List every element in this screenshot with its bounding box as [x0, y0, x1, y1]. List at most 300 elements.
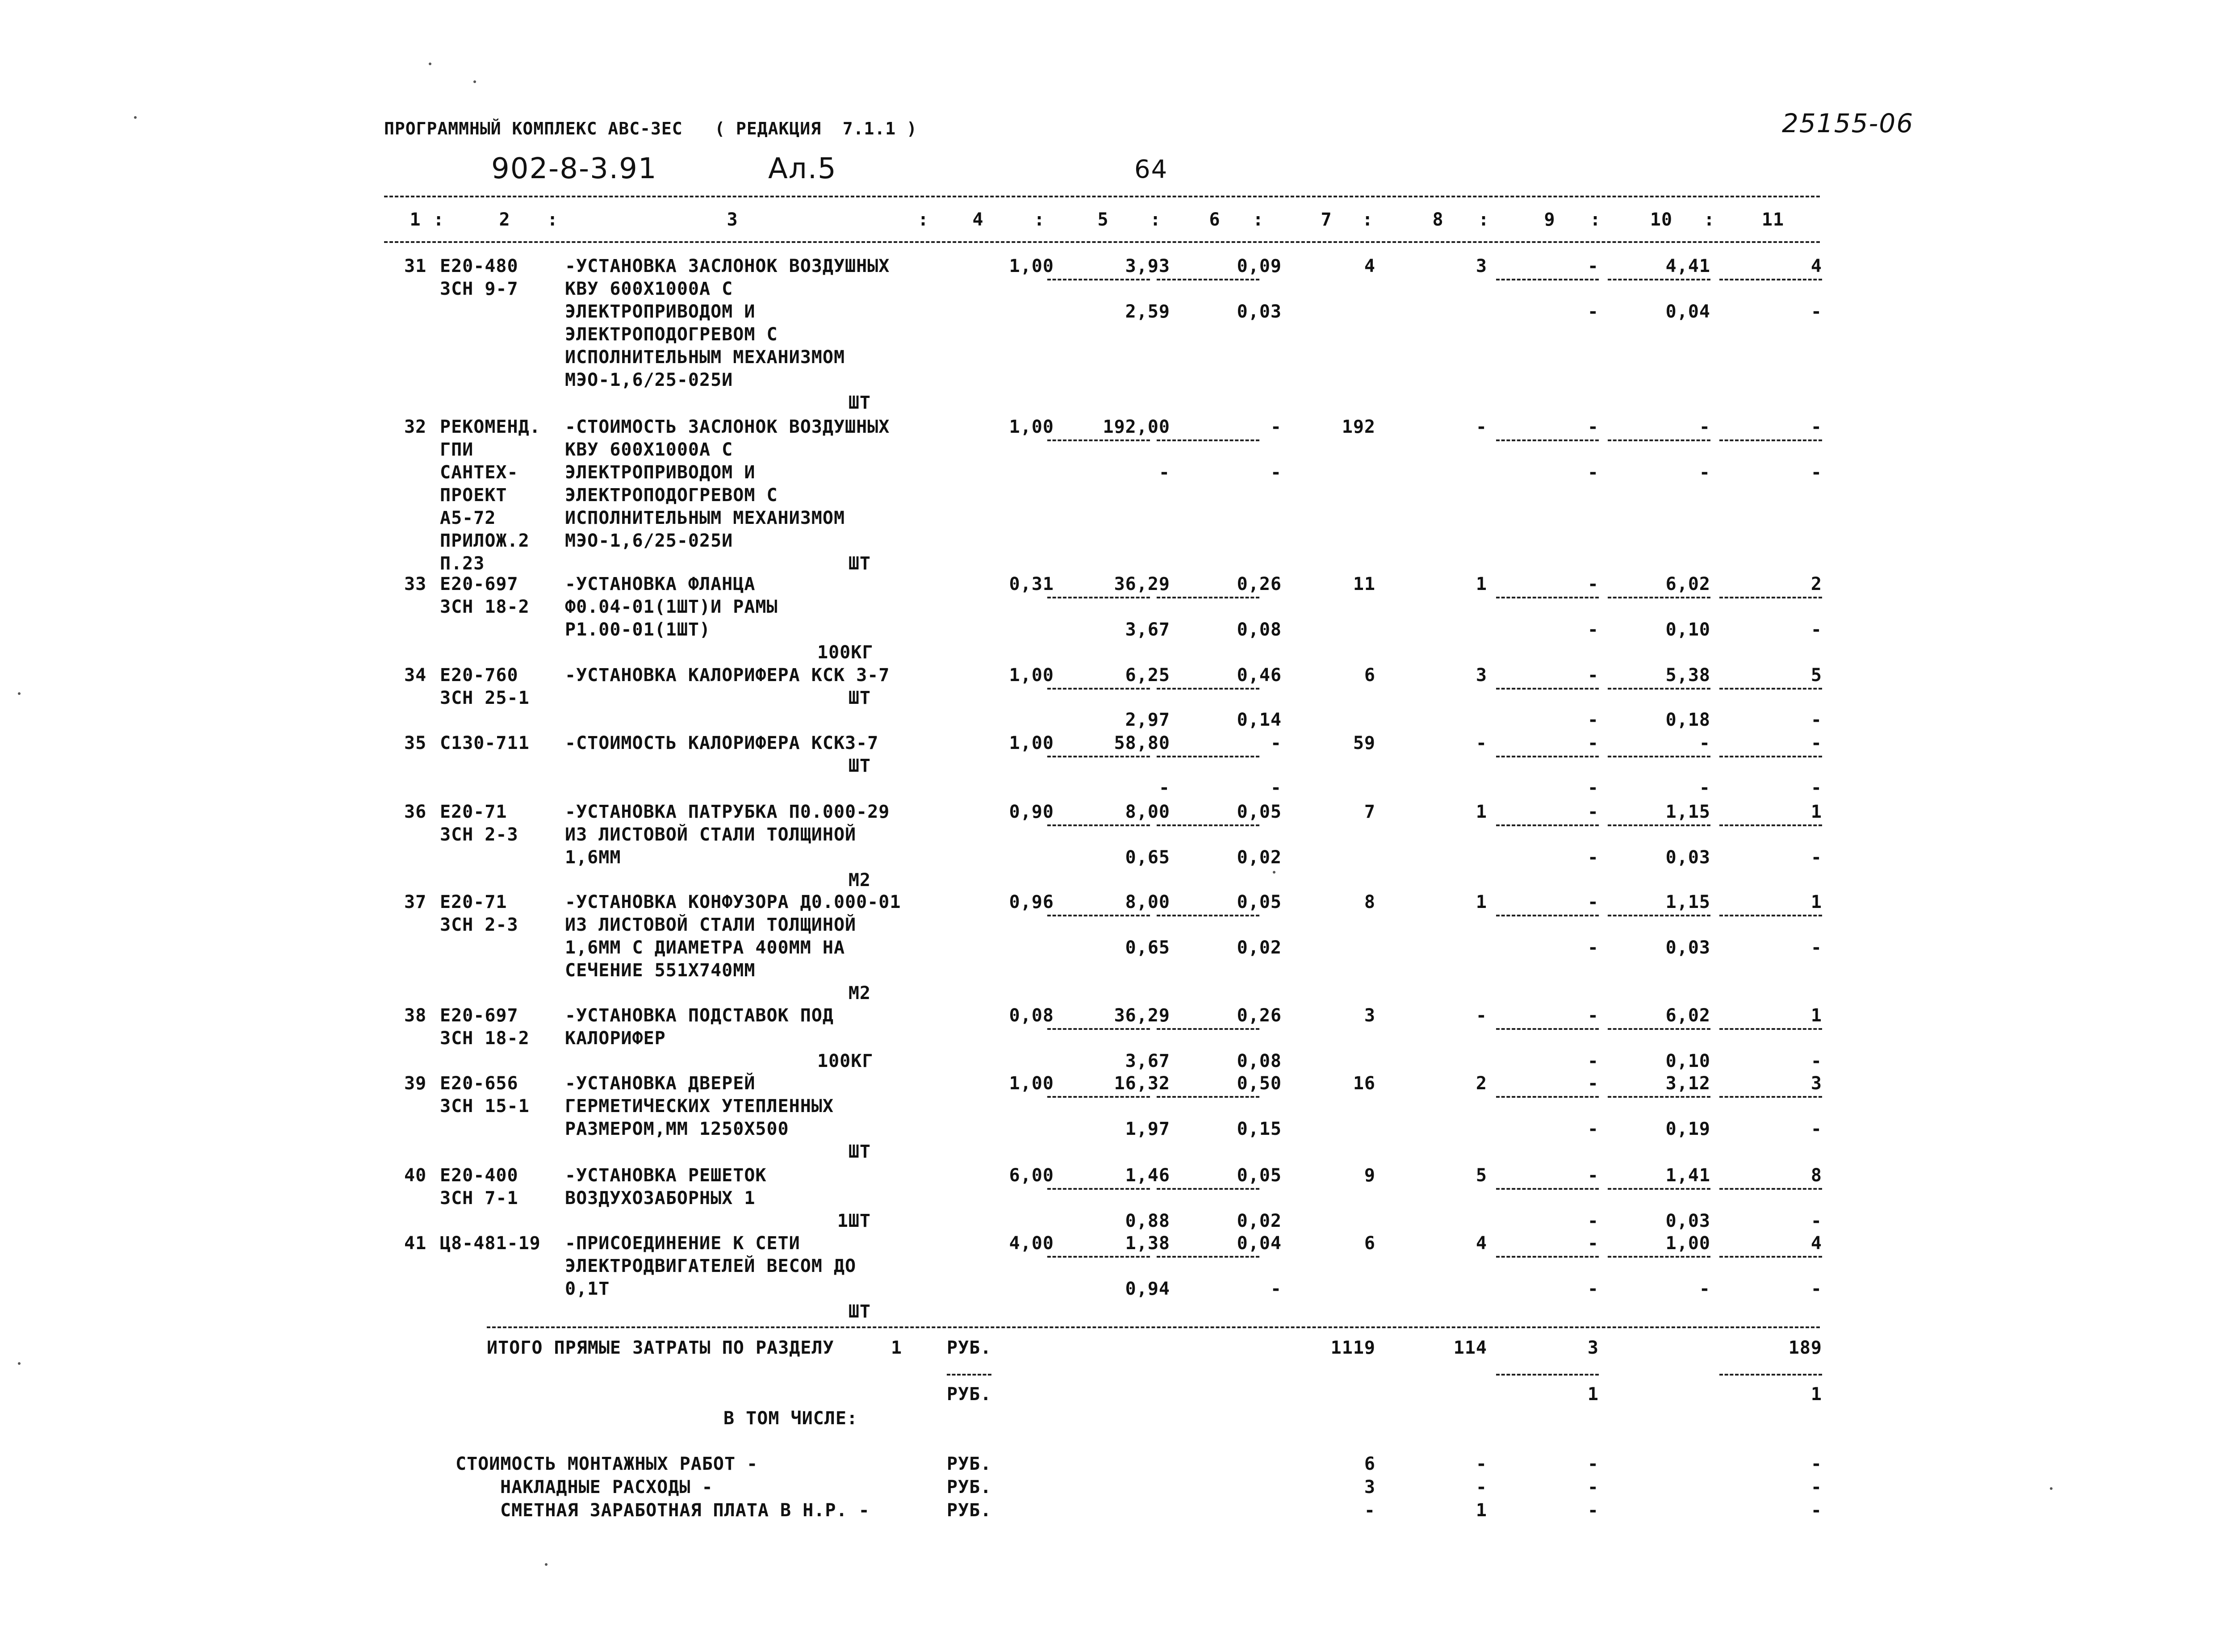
labor-total: 1: [1810, 802, 1822, 822]
labor-total: -: [1810, 417, 1822, 437]
cell-rule: [1719, 439, 1822, 441]
machines-wage-total: -: [1587, 462, 1599, 483]
labor-machines-unit: -: [1699, 778, 1710, 798]
column-header-5: 5: [1097, 209, 1109, 230]
column-separator: :: [547, 209, 559, 230]
totals-col9: 3: [1587, 1338, 1599, 1358]
subtotal-col7: -: [1364, 1500, 1375, 1521]
total-machines: -: [1587, 892, 1599, 912]
scan-speck: [545, 1563, 548, 1566]
totals-unit: РУБ.: [947, 1338, 992, 1358]
unit-cost-machines: 0,09: [1237, 256, 1282, 276]
machine-wage-part: -: [1270, 1279, 1282, 1299]
machine-wage-part: 0,08: [1237, 1051, 1282, 1071]
scan-speck: [18, 1362, 21, 1365]
total-machines: -: [1587, 802, 1599, 822]
cell-rule: [1496, 1188, 1599, 1190]
machine-wage-part: 0,03: [1237, 301, 1282, 322]
labor-machines-unit: 0,10: [1665, 619, 1710, 640]
program-title: ПРОГРАММНЫЙ КОМПЛЕКС АВС-ЗЕС ( РЕДАКЦИЯ 7.1.1 ): [384, 119, 917, 138]
cell-rule: [1608, 756, 1710, 757]
labor-machines-unit: 0,03: [1665, 937, 1710, 958]
row-number: 40: [404, 1165, 427, 1186]
scan-speck: [134, 116, 137, 119]
row-number: 35: [404, 733, 427, 753]
row-number: 36: [404, 802, 427, 822]
column-separator: :: [1478, 209, 1490, 230]
cell-rule: [1157, 756, 1259, 757]
totals-col7: 1119: [1330, 1338, 1375, 1358]
norm-code: ЗСН 2-3: [440, 824, 518, 845]
total-wages: 1: [1476, 802, 1487, 822]
series-number: 902-8-3.91: [491, 152, 657, 185]
work-description: -СТОИМОСТЬ КАЛОРИФЕРА КСК3-7: [565, 733, 879, 753]
cell-rule: [1608, 1096, 1710, 1098]
work-description: Р1.00-01(1ШТ): [565, 619, 711, 640]
column-separator: :: [918, 209, 929, 230]
total-machines: -: [1587, 733, 1599, 753]
including-label: В ТОМ ЧИСЛЕ:: [723, 1408, 858, 1429]
labor-unit: 1,00: [1665, 1233, 1710, 1254]
total-cost: 6: [1364, 1233, 1375, 1254]
unit-of-measure: ШТ: [848, 1142, 871, 1162]
labor-unit: 3,12: [1665, 1073, 1710, 1094]
row-number: 39: [404, 1073, 427, 1094]
labor-unit: 6,02: [1665, 574, 1710, 594]
cell-rule: [1047, 1256, 1150, 1258]
labor-machines-total: -: [1810, 619, 1822, 640]
labor-machines-total: -: [1810, 778, 1822, 798]
quantity: 0,08: [1009, 1005, 1054, 1026]
cell-rule: [1719, 1256, 1822, 1258]
cell-rule: [1496, 279, 1599, 280]
quantity: 1,00: [1009, 733, 1054, 753]
machine-wage-part: -: [1270, 778, 1282, 798]
labor-unit: 6,02: [1665, 1005, 1710, 1026]
work-description: ЭЛЕКТРОПРИВОДОМ И: [565, 301, 756, 322]
cell-rule: [1047, 915, 1150, 916]
subtotal-label: НАКЛАДНЫЕ РАСХОДЫ -: [500, 1477, 713, 1497]
norm-code: Е20-760: [440, 665, 518, 686]
norm-code: П.23: [440, 553, 485, 574]
norm-code: ЗСН 18-2: [440, 597, 530, 617]
labor-machines-total: -: [1810, 1051, 1822, 1071]
unit-cost-total: 16,32: [1114, 1073, 1170, 1094]
work-description: СЕЧЕНИЕ 551Х740ММ: [565, 960, 756, 981]
machine-wage-part: 0,08: [1237, 619, 1282, 640]
work-description: -ПРИСОЕДИНЕНИЕ К СЕТИ: [565, 1233, 800, 1254]
row-number: 34: [404, 665, 427, 686]
quantity: 0,96: [1009, 892, 1054, 912]
labor-machines-unit: 0,18: [1665, 710, 1710, 730]
machine-wage-part: 0,02: [1237, 847, 1282, 868]
column-header-10: 10: [1650, 209, 1673, 230]
cell-rule: [1157, 1028, 1259, 1030]
subtotal-label: СМЕТНАЯ ЗАРАБОТНАЯ ПЛАТА В Н.Р. -: [500, 1500, 870, 1521]
work-description: КВУ 600Х1000А С: [565, 279, 733, 299]
cell-rule: [1157, 279, 1259, 280]
row-number: 31: [404, 256, 427, 276]
column-header-8: 8: [1432, 209, 1444, 230]
total-cost: 6: [1364, 665, 1375, 686]
cell-rule: [1047, 597, 1150, 598]
subtotal-col11: -: [1810, 1500, 1822, 1521]
unit-cost-machines: 0,05: [1237, 1165, 1282, 1186]
column-separator: :: [1704, 209, 1715, 230]
unit-cost-total: 192,00: [1103, 417, 1170, 437]
norm-code: ЗСН 2-3: [440, 915, 518, 935]
subtotal-col8: -: [1476, 1477, 1487, 1497]
wage-part: 3,67: [1125, 619, 1170, 640]
totals-rule: [487, 1326, 1820, 1328]
labor-unit: 1,15: [1665, 892, 1710, 912]
work-description: ИСПОЛНИТЕЛЬНЫМ МЕХАНИЗМОМ: [565, 347, 845, 368]
unit-of-measure: 100КГ: [817, 642, 874, 663]
scan-speck: [1273, 871, 1275, 874]
work-description: -УСТАНОВКА ПОДСТАВОК ПОД: [565, 1005, 834, 1026]
column-separator: :: [1253, 209, 1264, 230]
work-description: -УСТАНОВКА РЕШЕТОК: [565, 1165, 767, 1186]
labor-machines-unit: -: [1699, 462, 1710, 483]
column-header-4: 4: [972, 209, 984, 230]
unit-cost-machines: -: [1270, 733, 1282, 753]
machine-wage-part: 0,15: [1237, 1119, 1282, 1139]
column-header-6: 6: [1209, 209, 1221, 230]
unit-of-measure: 1ШТ: [837, 1211, 871, 1231]
cell-rule: [1157, 439, 1259, 441]
unit-cost-total: 6,25: [1125, 665, 1170, 686]
labor-unit: -: [1699, 417, 1710, 437]
total-machines: -: [1587, 1073, 1599, 1094]
subtotal-col9: -: [1587, 1454, 1599, 1474]
column-header-11: 11: [1761, 209, 1785, 230]
wage-part: 1,97: [1125, 1119, 1170, 1139]
labor-machines-total: -: [1810, 1279, 1822, 1299]
unit-of-measure: 100КГ: [817, 1051, 874, 1071]
work-description: Ф0.04-01(1ШТ)И РАМЫ: [565, 597, 778, 617]
wage-part: 2,59: [1125, 301, 1170, 322]
labor-unit: 4,41: [1665, 256, 1710, 276]
cell-rule: [1719, 597, 1822, 598]
cell-rule: [1719, 1096, 1822, 1098]
unit-cost-total: 58,80: [1114, 733, 1170, 753]
norm-code: Е20-656: [440, 1073, 518, 1094]
totals-col11: 189: [1788, 1338, 1822, 1358]
unit-cost-machines: 0,04: [1237, 1233, 1282, 1254]
labor-machines-total: -: [1810, 847, 1822, 868]
work-description: ЭЛЕКТРОДВИГАТЕЛЕЙ ВЕСОМ ДО: [565, 1256, 857, 1276]
machines-wage-total: -: [1587, 937, 1599, 958]
labor-unit: 1,41: [1665, 1165, 1710, 1186]
wage-part: 3,67: [1125, 1051, 1170, 1071]
total-wages: 1: [1476, 574, 1487, 594]
cell-rule: [1719, 279, 1822, 280]
work-description: КАЛОРИФЕР: [565, 1028, 666, 1049]
cell-rule: [1719, 756, 1822, 757]
cell-rule: [1496, 1028, 1599, 1030]
cell-rule: [1047, 756, 1150, 757]
cell-rule: [1047, 688, 1150, 690]
unit-cost-total: 8,00: [1125, 892, 1170, 912]
labor-total: 4: [1810, 1233, 1822, 1254]
column-separator: :: [1034, 209, 1045, 230]
labor-machines-total: -: [1810, 1211, 1822, 1231]
cell-rule: [1719, 824, 1822, 826]
subtotal-unit: РУБ.: [947, 1454, 992, 1474]
norm-code: Е20-71: [440, 802, 507, 822]
column-header-9: 9: [1544, 209, 1555, 230]
norm-code: РЕКОМЕНД.: [440, 417, 541, 437]
document-code: 25155-06: [1782, 108, 1914, 138]
labor-machines-total: -: [1810, 462, 1822, 483]
cell-rule: [1608, 1256, 1710, 1258]
total-wages: 3: [1476, 665, 1487, 686]
cell-rule: [1047, 824, 1150, 826]
norm-code: ГПИ: [440, 439, 474, 460]
cell-rule: [1496, 1096, 1599, 1098]
subtotal-col7: 3: [1364, 1477, 1375, 1497]
cell-rule: [1047, 1188, 1150, 1190]
unit-cost-machines: 0,05: [1237, 892, 1282, 912]
cell-rule: [1047, 279, 1150, 280]
total-wages: -: [1476, 1005, 1487, 1026]
cell-rule: [1496, 439, 1599, 441]
cell-rule: [1608, 439, 1710, 441]
subtotal-unit: РУБ.: [947, 1500, 992, 1521]
cell-rule: [1496, 688, 1599, 690]
subtotal-col9: -: [1587, 1477, 1599, 1497]
column-separator: :: [1590, 209, 1601, 230]
labor-machines-total: -: [1810, 1119, 1822, 1139]
cell-rule: [1608, 597, 1710, 598]
labor-machines-total: -: [1810, 937, 1822, 958]
totals-col11-rule: [1719, 1374, 1822, 1376]
cell-rule: [1047, 1028, 1150, 1030]
total-wages: 1: [1476, 892, 1487, 912]
column-separator: :: [1362, 209, 1374, 230]
labor-total: 2: [1810, 574, 1822, 594]
cell-rule: [1157, 915, 1259, 916]
total-cost: 59: [1353, 733, 1375, 753]
column-header-7: 7: [1321, 209, 1332, 230]
machines-wage-total: -: [1587, 1211, 1599, 1231]
total-cost: 3: [1364, 1005, 1375, 1026]
labor-total: -: [1810, 733, 1822, 753]
quantity: 0,31: [1009, 574, 1054, 594]
work-description: 1,6ММ: [565, 847, 621, 868]
page-number: 64: [1134, 155, 1168, 184]
unit-of-measure: ШТ: [848, 393, 871, 413]
unit-of-measure: ШТ: [848, 756, 871, 776]
labor-machines-unit: 0,04: [1665, 301, 1710, 322]
norm-code: ЗСН 9-7: [440, 279, 518, 299]
totals-section: 1: [891, 1338, 903, 1358]
machines-wage-total: -: [1587, 710, 1599, 730]
cell-rule: [1157, 1188, 1259, 1190]
subtotal-label: СТОИМОСТЬ МОНТАЖНЫХ РАБОТ -: [456, 1454, 758, 1474]
quantity: 1,00: [1009, 256, 1054, 276]
cell-rule: [1496, 756, 1599, 757]
subtotal-col8: 1: [1476, 1500, 1487, 1521]
norm-code: Е20-400: [440, 1165, 518, 1186]
work-description: -УСТАНОВКА ЗАСЛОНОК ВОЗДУШНЫХ: [565, 256, 890, 276]
work-description: КВУ 600Х1000А С: [565, 439, 733, 460]
machines-wage-total: -: [1587, 778, 1599, 798]
total-cost: 192: [1342, 417, 1375, 437]
total-machines: -: [1587, 1165, 1599, 1186]
unit-of-measure: М2: [848, 870, 871, 891]
wage-part: 0,88: [1125, 1211, 1170, 1231]
cell-rule: [1496, 915, 1599, 916]
cell-rule: [1047, 439, 1150, 441]
norm-code: САНТЕХ-: [440, 462, 518, 483]
row-number: 37: [404, 892, 427, 912]
work-description: МЭО-1,6/25-025И: [565, 370, 733, 390]
subtotal-col7: 6: [1364, 1454, 1375, 1474]
total-machines: -: [1587, 417, 1599, 437]
total-cost: 9: [1364, 1165, 1375, 1186]
scan-speck: [473, 80, 476, 83]
cell-rule: [1608, 824, 1710, 826]
total-machines: -: [1587, 1005, 1599, 1026]
machines-wage-total: -: [1587, 1119, 1599, 1139]
total-wages: 2: [1476, 1073, 1487, 1094]
cell-rule: [1608, 1188, 1710, 1190]
work-description: ЭЛЕКТРОПРИВОДОМ И: [565, 462, 756, 483]
scan-speck: [18, 692, 21, 695]
work-description: -УСТАНОВКА КОНФУЗОРА Д0.000-01: [565, 892, 901, 912]
quantity: 1,00: [1009, 417, 1054, 437]
machine-wage-part: 0,14: [1237, 710, 1282, 730]
total-machines: -: [1587, 574, 1599, 594]
quantity: 4,00: [1009, 1233, 1054, 1254]
labor-machines-unit: 0,03: [1665, 1211, 1710, 1231]
unit-cost-total: 36,29: [1114, 574, 1170, 594]
work-description: 1,6ММ С ДИАМЕТРА 400ММ НА: [565, 937, 845, 958]
machine-wage-part: 0,02: [1237, 937, 1282, 958]
cell-rule: [1157, 1096, 1259, 1098]
work-description: ЭЛЕКТРОПОДОГРЕВОМ С: [565, 324, 778, 345]
work-description: ГЕРМЕТИЧЕСКИХ УТЕПЛЕННЫХ: [565, 1096, 834, 1117]
total-wages: 4: [1476, 1233, 1487, 1254]
norm-code: ПРИЛОЖ.2: [440, 531, 530, 551]
cell-rule: [1496, 824, 1599, 826]
header-rule-bottom: [384, 241, 1820, 243]
labor-unit: 1,15: [1665, 802, 1710, 822]
totals-label: ИТОГО ПРЯМЫЕ ЗАТРАТЫ ПО РАЗДЕЛУ: [487, 1338, 834, 1358]
total-cost: 8: [1364, 892, 1375, 912]
row-number: 33: [404, 574, 427, 594]
scan-speck: [2050, 1487, 2053, 1490]
unit-cost-machines: 0,26: [1237, 574, 1282, 594]
machine-wage-part: -: [1270, 462, 1282, 483]
work-description: -УСТАНОВКА ПАТРУБКА П0.000-29: [565, 802, 890, 822]
cell-rule: [1719, 688, 1822, 690]
norm-code: ЗСН 7-1: [440, 1188, 518, 1209]
unit-of-measure: ШТ: [848, 688, 871, 708]
labor-machines-unit: 0,10: [1665, 1051, 1710, 1071]
work-description: -УСТАНОВКА ДВЕРЕЙ: [565, 1073, 756, 1094]
quantity: 6,00: [1009, 1165, 1054, 1186]
norm-code: Е20-480: [440, 256, 518, 276]
unit-cost-total: 1,46: [1125, 1165, 1170, 1186]
norm-code: Ц8-481-19: [440, 1233, 541, 1254]
work-description: МЭО-1,6/25-025И: [565, 531, 733, 551]
unit-cost-total: 3,93: [1125, 256, 1170, 276]
wage-part: 0,65: [1125, 937, 1170, 958]
cell-rule: [1496, 1256, 1599, 1258]
labor-machines-unit: -: [1699, 1279, 1710, 1299]
quantity: 1,00: [1009, 665, 1054, 686]
labor-total: 4: [1810, 256, 1822, 276]
unit-cost-total: 36,29: [1114, 1005, 1170, 1026]
work-description: -УСТАНОВКА КАЛОРИФЕРА КСК 3-7: [565, 665, 890, 686]
total-wages: 3: [1476, 256, 1487, 276]
cell-rule: [1157, 824, 1259, 826]
wage-part: 0,65: [1125, 847, 1170, 868]
unit-cost-machines: 0,05: [1237, 802, 1282, 822]
unit-cost-machines: 0,46: [1237, 665, 1282, 686]
labor-unit: 5,38: [1665, 665, 1710, 686]
norm-code: ЗСН 25-1: [440, 688, 530, 708]
subtotal-col11: -: [1810, 1454, 1822, 1474]
labor-unit: -: [1699, 733, 1710, 753]
totals-col8: 114: [1453, 1338, 1487, 1358]
unit-of-measure: ШТ: [848, 553, 871, 574]
scan-speck: [429, 63, 431, 65]
unit-of-measure: М2: [848, 983, 871, 1004]
norm-code: ЗСН 15-1: [440, 1096, 530, 1117]
column-separator: :: [1150, 209, 1162, 230]
work-description: ВОЗДУХОЗАБОРНЫХ 1: [565, 1188, 756, 1209]
cell-rule: [1719, 915, 1822, 916]
cell-rule: [1157, 688, 1259, 690]
subtotal-col9: -: [1587, 1500, 1599, 1521]
wage-part: 0,94: [1125, 1279, 1170, 1299]
quantity: 0,90: [1009, 802, 1054, 822]
labor-total: 1: [1810, 1005, 1822, 1026]
row-number: 38: [404, 1005, 427, 1026]
total-machines: -: [1587, 1233, 1599, 1254]
machines-wage-total: -: [1587, 301, 1599, 322]
total-cost: 11: [1353, 574, 1375, 594]
labor-machines-unit: 0,03: [1665, 847, 1710, 868]
norm-code: Е20-71: [440, 892, 507, 912]
norm-code: ЗСН 18-2: [440, 1028, 530, 1049]
cell-rule: [1608, 1028, 1710, 1030]
wage-part: -: [1158, 778, 1170, 798]
total-wages: -: [1476, 417, 1487, 437]
unit-of-measure: ШТ: [848, 1301, 871, 1322]
cell-rule: [1719, 1188, 1822, 1190]
labor-total: 1: [1810, 892, 1822, 912]
total-machines: -: [1587, 256, 1599, 276]
total-machines: -: [1587, 665, 1599, 686]
column-header-3: 3: [727, 209, 738, 230]
norm-code: А5-72: [440, 508, 496, 528]
wage-part: -: [1158, 462, 1170, 483]
work-description: ИЗ ЛИСТОВОЙ СТАЛИ ТОЛЩИНОЙ: [565, 915, 857, 935]
cell-rule: [1047, 1096, 1150, 1098]
column-separator: :: [433, 209, 445, 230]
work-description: ИЗ ЛИСТОВОЙ СТАЛИ ТОЛЩИНОЙ: [565, 824, 857, 845]
work-description: РАЗМЕРОМ,ММ 1250Х500: [565, 1119, 789, 1139]
work-description: ЭЛЕКТРОПОДОГРЕВОМ С: [565, 485, 778, 506]
totals-unit-rule: [947, 1374, 991, 1376]
column-header-2: 2: [499, 209, 510, 230]
wage-part: 2,97: [1125, 710, 1170, 730]
unit-cost-machines: -: [1270, 417, 1282, 437]
